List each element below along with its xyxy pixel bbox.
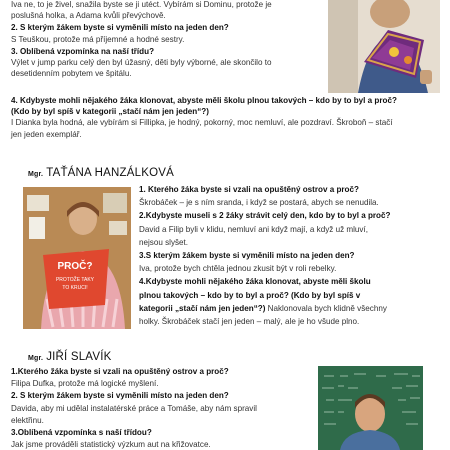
teacher-fan-photo (328, 0, 440, 93)
teacher-name: JIŘÍ SLAVÍK (46, 351, 112, 363)
t1-question-2: 2.Kdybyste museli s 2 žáky strávit celý den, kdo by to byl a proč? (139, 211, 391, 221)
question-2: 2. S kterým žákem byste si vyměnili místo na jeden den? (11, 23, 229, 33)
answer-3-line: Výlet v jump parku celý den byl úžasný, děti byly výborné, ale skončilo to (11, 58, 272, 68)
answer-4-line: jen jeden exemplář. (11, 129, 82, 139)
flag-text-3: TO KRUCI! (62, 285, 88, 291)
t2-answer-1: Filipa Dufka, protože má logické myšlení. (11, 379, 159, 389)
fan-photo-illustration (328, 0, 440, 93)
flag-text-1: PROČ? (57, 261, 93, 272)
teacher-title: Mgr. (28, 171, 44, 178)
intro-line: poslušná holka, a Adama kvůli převýchově. (11, 11, 166, 21)
t1-answer-1: Škrobáček – je s ním sranda, i když se postará, abych se nenudila. (139, 198, 379, 208)
t1-question-1: 1. Kterého žáka byste si vzali na opuštěný ostrov a proč? (139, 185, 359, 194)
teacher-heading (28, 167, 174, 181)
answer-3-line: desetidenním pobytem ve špitálu. (11, 69, 132, 79)
teacher-flag-photo (23, 187, 131, 329)
intro-line: Iva ne, to je živel, snažila byste se ji utéct. Vybírám si Dominu, protože je (11, 0, 272, 9)
t2-question-3: 3.Oblíbená vzpomínka s naší třídou? (11, 428, 152, 438)
chalkboard-photo-illustration (318, 366, 423, 450)
t1-answer-2-line: nejsou slyšet. (139, 237, 189, 247)
t2-answer-3: Jak jsme prováděli statistický výzkum aut na křižovatce. (11, 440, 211, 450)
flag-photo-illustration (23, 187, 131, 329)
intro-section (11, 0, 311, 79)
teacher-chalkboard-photo (318, 366, 423, 450)
intro-q4-section (11, 95, 441, 140)
teacher1-answers (139, 184, 444, 327)
t1-question-4-last (139, 303, 444, 314)
t1-answer-2-line: David a Filip byli v klidu, nemluví ani když mají, a když už mluví, (139, 224, 368, 234)
t1-question-3: 3.S kterým žákem byste si vyměnili místo na jeden den? (139, 251, 355, 261)
answer-2: S Teuškou, protože má příjemné a hodné sestry. (11, 34, 185, 44)
teacher2-answers (11, 366, 311, 450)
t1-answer-4: holky. Škrobáček stačí jen jeden – malý, ale je ho všude plno. (139, 317, 360, 327)
flag-text-2: PROTOŽE TAKY (55, 277, 95, 283)
question-4-line: (Kdo by byl spíš v kategorii „stačí nám jen jeden“?) (11, 107, 209, 117)
t1-answer-4-start: Naklonovala bych klidně všechny (265, 303, 387, 313)
teacher-title: Mgr. (28, 355, 44, 362)
t1-question-4-line: 4.Kdybyste mohli nějakého žáka klonovat, abyste měli školu (139, 277, 371, 287)
teacher-heading (28, 351, 111, 365)
t2-answer-2-line: elektřinu. (11, 415, 44, 425)
question-3: 3. Oblíbená vzpomínka na naší třídu? (11, 46, 155, 56)
teacher-name: TAŤÁNA HANZÁLKOVÁ (46, 167, 175, 179)
t2-question-1: 1.Kterého žáka byste si vzali na opuštěný ostrov a proč? (11, 367, 229, 376)
answer-4-line: I Dianka byla hodná, ale vybírám si Fillipka, je hodný, pokorný, moc nemluví, ale pozdraví. Škroboň – stačí (11, 118, 393, 128)
question-4-line: 4. Kdybyste mohli nějakého žáka klonovat, abyste měli školu plnou takových – kdo by to byl a proč? (11, 96, 397, 105)
t1-question-4-line: plnou takových – kdo by to byl a proč? (Kdo by byl spíš v (139, 290, 361, 300)
t2-answer-2-line: Davida, aby mi udělal instalatérské práce a Tomáše, aby nám spravil (11, 403, 257, 413)
t1-answer-3: Iva, protože bych chtěla jednou zkusit být v roli rebelky. (139, 264, 337, 274)
t1-question-4-line: kategorii „stačí nám jen jeden“?) (139, 303, 266, 313)
t2-question-2: 2. S kterým žákem byste si vyměnili místo na jeden den? (11, 391, 229, 401)
